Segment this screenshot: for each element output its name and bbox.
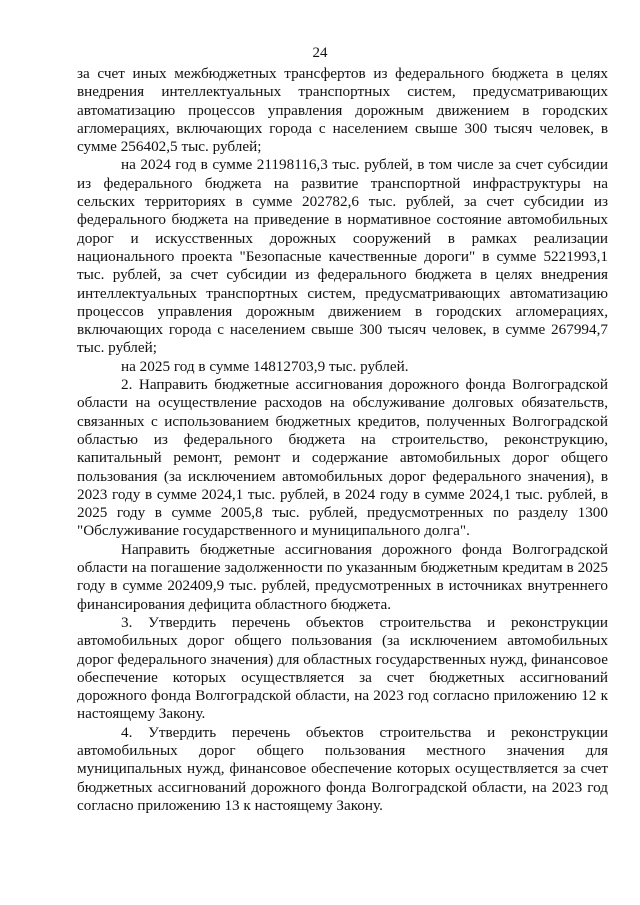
paragraph-item-3: 3. Утвердить перечень объектов строительства и реконструкции автомобильных дорог общего пользования (за исключением автомобильных дорог федерального значения) для областных государственных нужд, финансовое обеспечение которых осуществляется за счет бюджетных ассигнований дорожного фонда Волгоградской области, на 2023 год согласно приложению 12 к настоящему Закону.	[77, 613, 608, 723]
paragraph-continuation: за счет иных межбюджетных трансфертов из федерального бюджета в целях внедрения интеллектуальных транспортных систем, предусматривающих автоматизацию процессов управления дорожным движением в городских агломерациях, включающих города с населением свыше 300 тысяч человек, в сумме 256402,5 тыс. рублей;	[77, 65, 608, 156]
paragraph-2025-amount: на 2025 год в сумме 14812703,9 тыс. рублей.	[121, 357, 409, 375]
paragraph-item-4: 4. Утвердить перечень объектов строительства и реконструкции автомобильных дорог общего пользования местного значения для муниципальных нужд, финансовое обеспечение которых осуществляется за счет бюджетных ассигнований дорожного фонда Волгоградской области, на 2023 год согласно приложению 13 к настоящему Закону.	[77, 723, 608, 814]
paragraph-2024-amount: на 2024 год в сумме 21198116,3 тыс. рублей, в том числе за счет субсидии из федерального бюджета на развитие транспортной инфраструктуры на сельских территориях в сумме 202782,6 тыс. рублей, за счет субсидии из федерального бюджета на приведение в нормативное состояние автомобильных дорог и искусственных дорожных сооружений в рамках реализации национального проекта "Безопасные качественные дороги" в сумме 5221993,1 тыс. рублей, за счет субсидии из федерального бюджета в целях внедрения интеллектуальных транспортных систем, предусматривающих автоматизацию процессов управления дорожным движением в городских агломерациях, включающих города с населением свыше 300 тысяч человек, в сумме 267994,7 тыс. рублей;	[77, 156, 608, 357]
paragraph-item-2: 2. Направить бюджетные ассигнования дорожного фонда Волгоградской области на осуществление расходов на обслуживание долговых обязательств, связанных с использованием бюджетных кредитов, полученных Волгоградской областью из федерального бюджета на строительство, реконструкцию, капитальный ремонт, ремонт и содержание автомобильных дорог общего пользования (за исключением автомобильных дорог федерального значения), в 2023 году в сумме 2024,1 тыс. рублей, в 2024 году в сумме 2024,1 тыс. рублей, в 2025 году в сумме 2005,8 тыс. рублей, предусмотренных по разделу 1300 "Обслуживание государственного и муниципального долга".	[77, 376, 608, 540]
paragraph-debt-repayment: Направить бюджетные ассигнования дорожного фонда Волгоградской области на погашение задолженности по указанным бюджетным кредитам в 2025 году в сумме 202409,9 тыс. рублей, предусмотренных в источниках внутреннего финансирования дефицита областного бюджета.	[77, 540, 608, 613]
page-number: 24	[312, 45, 328, 61]
document-body	[77, 65, 608, 815]
